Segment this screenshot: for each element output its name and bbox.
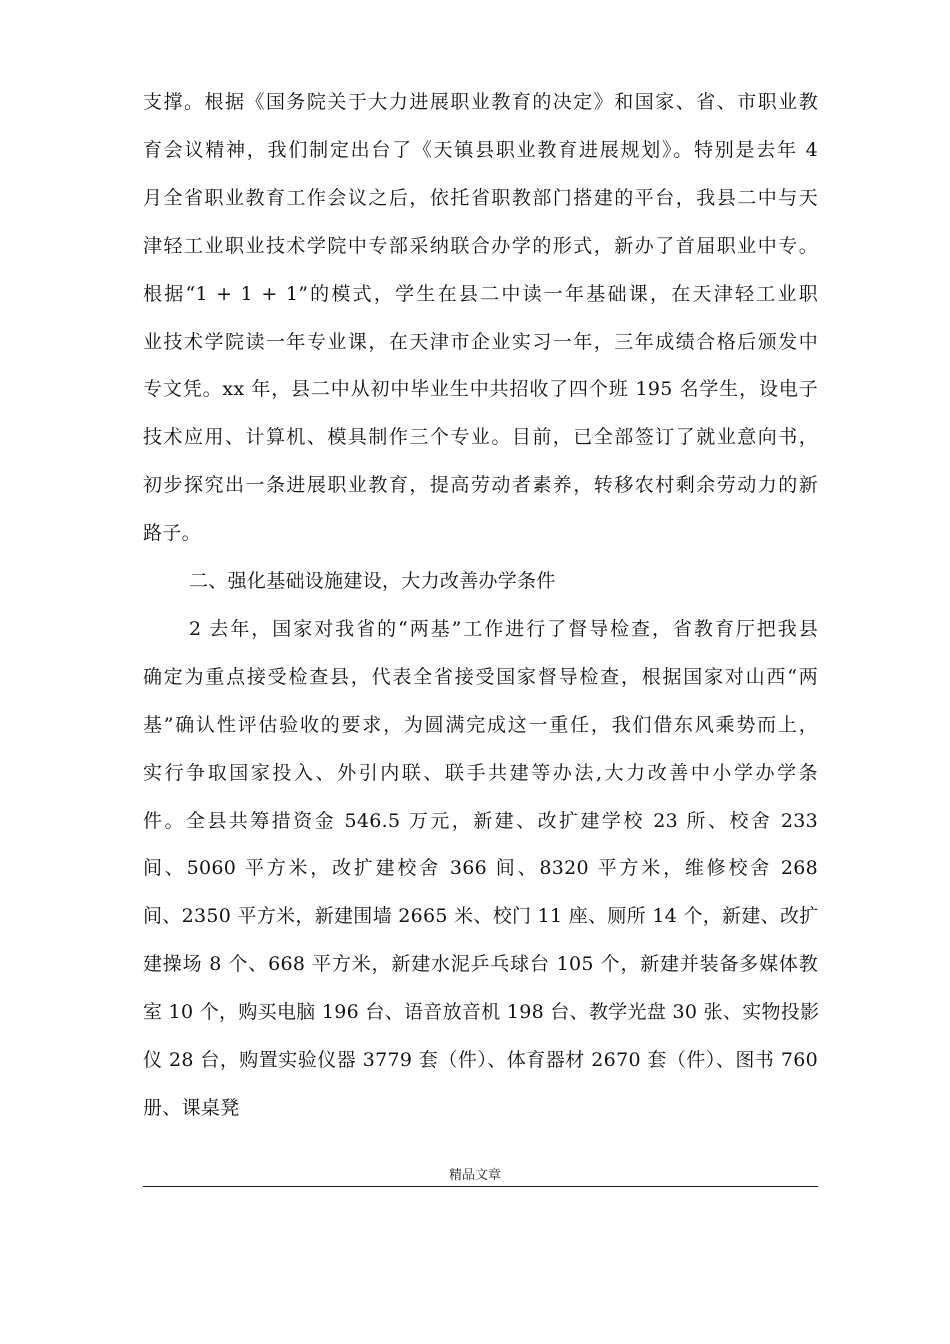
text-line: 初步探究出一条进展职业教育，提高劳动者素养，转移农村剩余劳动力的新 [143, 474, 818, 497]
text-line: 技术应用、计算机、模具制作三个专业。目前，已全部签订了就业意向书， [143, 426, 818, 449]
section-heading: 二、强化基础设施建设，大力改善办学条件 [189, 570, 556, 592]
text-line: 支撑。根据《国务院关于大力进展职业教育的决定》和国家、省、市职业教 [143, 91, 818, 113]
footer-label: 精品文章 [448, 1168, 501, 1183]
text-line: 间、5060 平方米，改扩建校舍 366 间、8320 平方米，维修校舍 268 [143, 857, 818, 880]
text-line: 育会议精神，我们制定出台了《天镇县职业教育进展规划》。特别是去年 4 [143, 138, 818, 161]
text-line: 专文凭。xx 年，县二中从初中毕业生中共招收了四个班 195 名学生，设电子 [143, 378, 818, 401]
text-line: 津轻工业职业技术学院中专部采纳联合办学的形式，新办了首届职业中专。 [143, 234, 818, 257]
text-line: 建操场 8 个、668 平方米，新建水泥乒乓球台 105 个，新建并装备多媒体教 [143, 953, 818, 976]
text-line: 月全省职业教育工作会议之后，依托省职教部门搭建的平台，我县二中与天 [143, 186, 818, 209]
text-line: 根据“1 + 1 + 1”的模式，学生在县二中读一年基础课，在天津轻工业职 [143, 282, 818, 305]
text-line: 间、2350 平方米，新建围墙 2665 米、校门 11 座、厕所 14 个，新建、改扩 [143, 905, 819, 928]
text-line: 2 去年，国家对我省的“两基”工作进行了督导检查，省教育厅把我县 [189, 617, 818, 640]
text-line: 路子。 [143, 522, 201, 545]
text-line: 仪 28 台，购置实验仪器 3779 套（件）、体育器材 2670 套（件）、图书 760 [143, 1049, 818, 1071]
footer-divider [143, 1186, 818, 1187]
text-line: 室 10 个，购买电脑 196 台、语音放音机 198 台、教学光盘 30 张、实物投影 [143, 1001, 820, 1024]
text-line: 确定为重点接受检查县，代表全省接受国家督导检查，根据国家对山西“两 [143, 665, 818, 688]
text-line: 基”确认性评估验收的要求，为圆满完成这一重任，我们借东风乘势而上， [143, 713, 818, 736]
text-line: 业技术学院读一年专业课，在天津市企业实习一年，三年成绩合格后颁发中 [143, 330, 818, 353]
text-line: 册、课桌凳 [143, 1096, 240, 1119]
text-line: 件。全县共筹措资金 546.5 万元，新建、改扩建学校 23 所、校舍 233 [143, 809, 818, 832]
text-line: 实行争取国家投入、外引内联、联手共建等办法,大力改善中小学办学条 [143, 761, 818, 784]
